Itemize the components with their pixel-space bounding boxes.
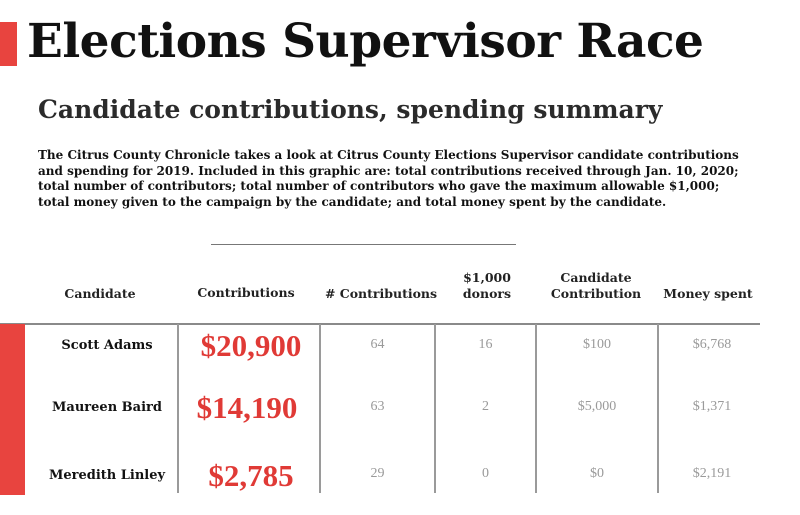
candidate-contribution-value: $5,000 [577, 399, 617, 414]
page-subtitle: Candidate contributions, spending summary [38, 95, 663, 124]
contributions-value: $2,785 [208, 458, 294, 493]
donors-1000-value: 2 [482, 399, 489, 414]
donors-1000-value: 0 [482, 466, 489, 481]
header-1000-donors: $1,000 donors [462, 270, 512, 301]
header-candidate: Candidate [64, 286, 136, 301]
contributions-value: $14,190 [196, 390, 298, 425]
num-contributions-value: 63 [370, 399, 385, 414]
num-contributions-value: 64 [370, 337, 385, 352]
description-text: The Citrus County Chronicle takes a look at Citrus County Elections Supervisor candidate contributions and spending for 2019. Included in this graphic are: total contributions received through Jan. 10, 2020; total number of contributors; total number of contributors who gave the maximum allowable $1,000; total money given to the campaign by the candidate; and total money spent by the candidate. [38, 148, 739, 209]
contributions-value: $20,900 [200, 328, 302, 363]
page-title: Elections Supervisor Race [27, 14, 704, 69]
candidate-name: Maureen Baird [52, 400, 162, 415]
accent-bar [0, 22, 17, 66]
header-contributions: Contributions [197, 285, 295, 300]
candidate-contribution-value: $0 [590, 466, 604, 481]
header-rule [0, 323, 760, 325]
num-contributions-value: 29 [370, 466, 385, 481]
candidate-contribution-value: $100 [583, 337, 611, 352]
side-accent-bar [0, 324, 25, 495]
divider-line [211, 244, 516, 245]
money-spent-value: $2,191 [692, 466, 732, 481]
candidate-name: Meredith Linley [48, 468, 166, 483]
money-spent-value: $6,768 [692, 337, 732, 352]
donors-1000-value: 16 [478, 337, 493, 352]
header-money-spent: Money spent [663, 286, 753, 301]
header-num-contributions: # Contributions [324, 286, 438, 301]
header-candidate-contribution: Candidate Contribution [550, 270, 642, 301]
money-spent-value: $1,371 [692, 399, 732, 414]
candidate-name: Scott Adams [61, 338, 153, 353]
